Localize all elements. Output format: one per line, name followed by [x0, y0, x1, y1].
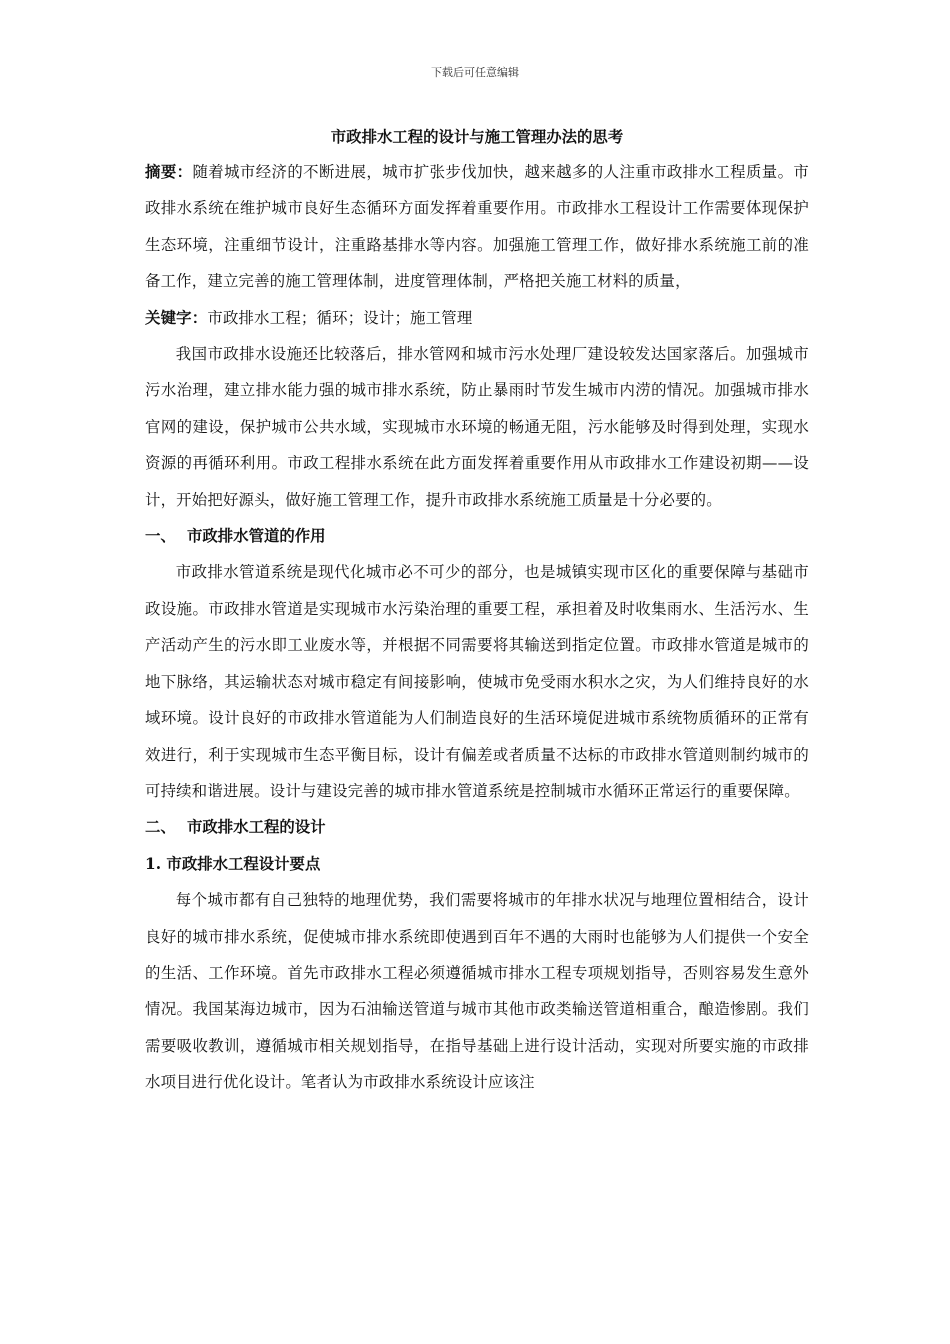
- keywords-paragraph: [145, 300, 809, 336]
- keywords-label: 关键字：: [145, 308, 208, 327]
- section-1-body: 市政排水管道系统是现代化城市必不可少的部分，也是城镇实现市区化的重要保障与基础市政设施。市政排水管道是实现城市水污染治理的重要工程，承担着及时收集雨水、生活污水、生产活动产生的污水即工业废水等，并根据不同需要将其输送到指定位置。市政排水管道是城市的地下脉络，其运输状态对城市稳定有间接影响，使城市免受雨水积水之灾，为人们维持良好的水域环境。设计良好的市政排水管道能为人们制造良好的生活环境促进城市系统物质循环的正常有效进行，利于实现城市生态平衡目标，设计有偏差或者质量不达标的市政排水管道则制约城市的可持续和谐进展。设计与建设完善的城市排水管道系统是控制城市水循环正常运行的重要保障。: [145, 563, 809, 800]
- document-body: [145, 122, 809, 1101]
- section-1-title: 市政排水管道的作用: [187, 527, 326, 546]
- abstract-paragraph: [145, 154, 809, 300]
- keywords-text: 市政排水工程；循环；设计；施工管理: [207, 308, 473, 327]
- section-1-heading: [145, 518, 809, 554]
- section-2-heading: [145, 809, 809, 845]
- intro-paragraph: 我国市政排水设施还比较落后，排水管网和城市污水处理厂建设较发达国家落后。加强城市污水治理，建立排水能力强的城市排水系统，防止暴雨时节发生城市内涝的情况。加强城市排水官网的建设，保护城市公共水域，实现城市水环境的畅通无阻，污水能够及时得到处理，实现水资源的再循环利用。市政工程排水系统在此方面发挥着重要作用从市政排水工作建设初期——设计，开始把好源头，做好施工管理工作，提升市政排水系统施工质量是十分必要的。: [145, 345, 809, 509]
- subsection-2-1-heading: 1. 市政排水工程设计要点: [145, 854, 321, 873]
- subsection-2-1-body: 每个城市都有自己独特的地理优势，我们需要将城市的年排水状况与地理位置相结合，设计良好的城市排水系统，促使城市排水系统即使遇到百年不遇的大雨时也能够为人们提供一个安全的生活、工作环境。首先市政排水工程必须遵循城市排水工程专项规划指导，否则容易发生意外情况。我国某海边城市，因为石油输送管道与城市其他市政类输送管道相重合，酿造惨剧。我们需要吸收教训，遵循城市相关规划指导，在指导基础上进行设计活动，实现对所要实施的市政排水项目进行优化设计。笔者认为市政排水系统设计应该注: [145, 891, 809, 1092]
- section-2-title: 市政排水工程的设计: [187, 818, 326, 837]
- section-2-number: 二、: [145, 818, 176, 837]
- abstract-text: 随着城市经济的不断进展，城市扩张步伐加快，越来越多的人注重市政排水工程质量。市政排水系统在维护城市良好生态循环方面发挥着重要作用。市政排水工程设计工作需要体现保护生态环境，注重细节设计，注重路基排水等内容。加强施工管理工作，做好排水系统施工前的准备工作，建立完善的施工管理体制，进度管理体制，严格把关施工材料的质量，: [145, 163, 809, 291]
- abstract-label: 摘要：: [145, 163, 193, 181]
- header-note: 下载后可任意编辑: [431, 66, 519, 79]
- section-1-number: 一、: [145, 527, 176, 546]
- document-title: 市政排水工程的设计与施工管理办法的思考: [330, 128, 624, 146]
